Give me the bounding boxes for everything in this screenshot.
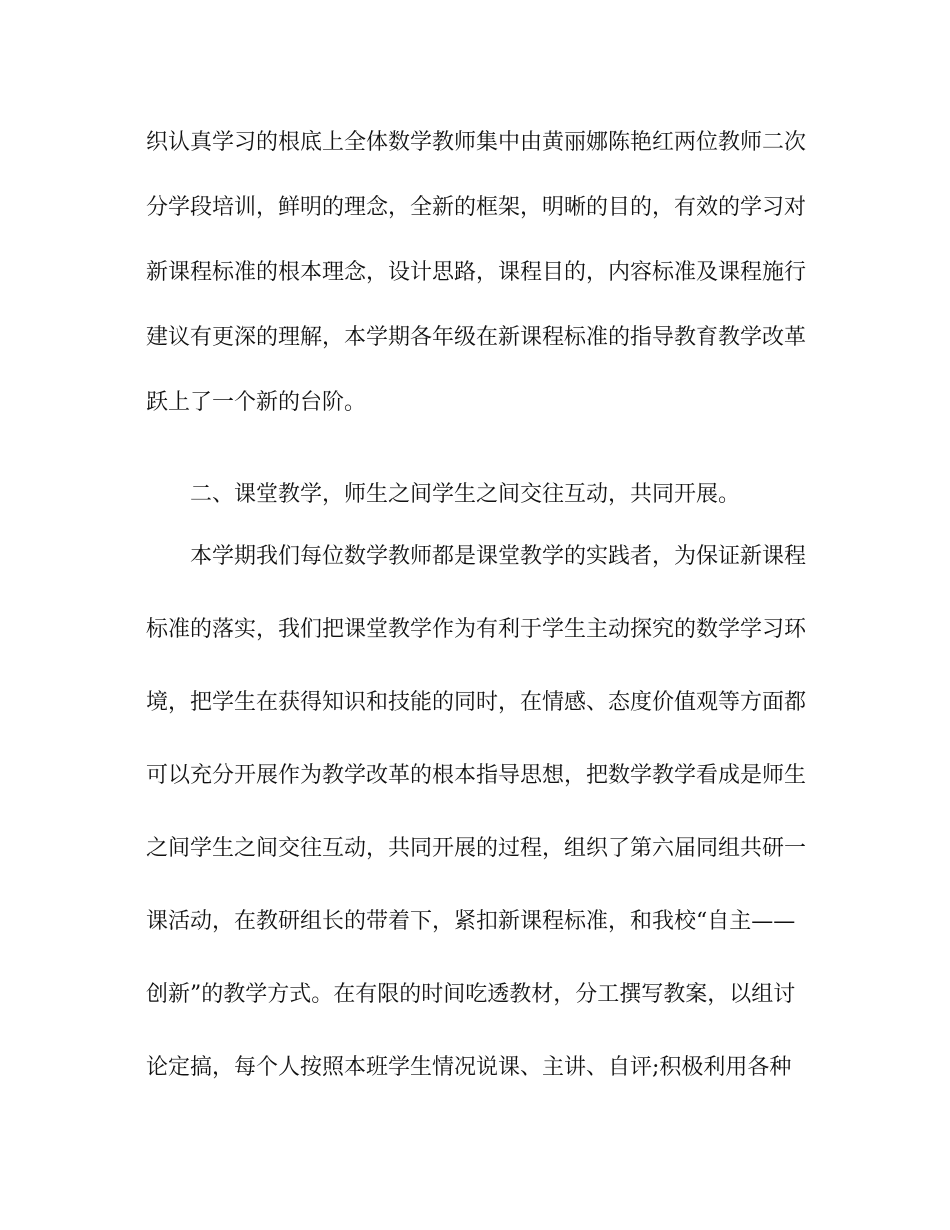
text-line: 新课程标准的根本理念，设计思路，课程目的，内容标准及课程施行 — [146, 260, 807, 285]
text-line: 可以充分开展作为教学改革的根本指导思想，把数学教学看成是师生 — [146, 763, 807, 788]
text-line: 建议有更深的理解，本学期各年级在新课程标准的指导教育教学改革 — [146, 325, 807, 350]
text-line: 课活动，在教研组长的带着下，紧扣新课程标准，和我校“自主—— — [146, 909, 796, 934]
text-line: 之间学生之间交往互动，共同开展的过程，组织了第六届同组共研一 — [146, 836, 807, 861]
text-line: 创新”的教学方式。在有限的时间吃透教材，分工撰写教案，以组讨 — [146, 982, 796, 1007]
text-line: 境，把学生在获得知识和技能的同时，在情感、态度价值观等方面都 — [146, 690, 807, 715]
text-line: 标准的落实，我们把课堂教学作为有利于学生主动探究的数学学习环 — [146, 617, 807, 642]
text-line: 织认真学习的根底上全体数学教师集中由黄丽娜陈艳红两位教师二次 — [146, 130, 807, 155]
text-line: 论定搞，每个人按照本班学生情况说课、主讲、自评;积极利用各种 — [146, 1055, 792, 1080]
paragraph-first-line: 本学期我们每位数学教师都是课堂教学的实践者，为保证新课程 — [190, 544, 807, 569]
section-heading: 二、课堂教学，师生之间学生之间交往互动，共同开展。 — [190, 482, 741, 507]
text-line: 分学段培训，鲜明的理念，全新的框架，明晰的目的，有效的学习对 — [146, 195, 807, 220]
text-line: 跃上了一个新的台阶。 — [146, 390, 367, 415]
